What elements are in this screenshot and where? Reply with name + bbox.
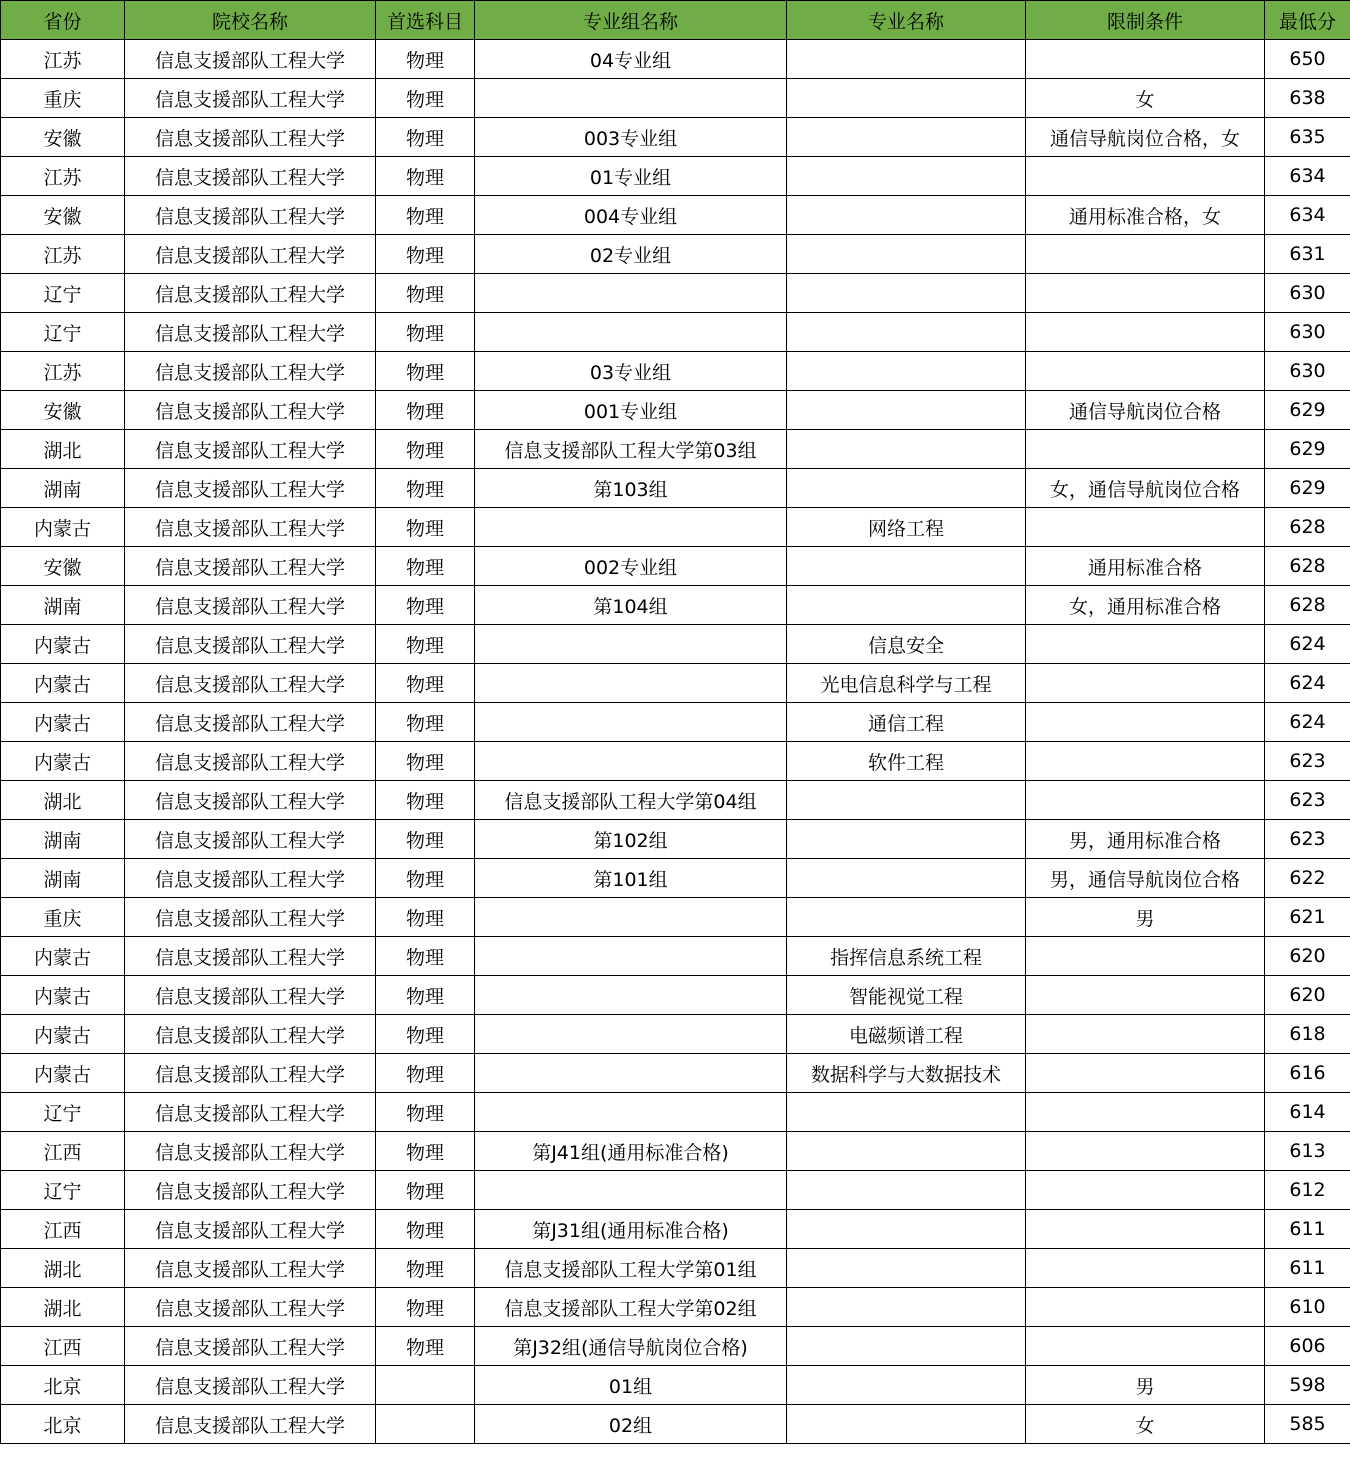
table-row: [1, 1093, 1350, 1132]
restriction-cell: [1026, 313, 1265, 352]
min-score-cell: 618: [1265, 1015, 1350, 1054]
province-cell: 辽宁: [1, 1171, 125, 1210]
group-cell: [475, 742, 787, 781]
major-cell: [787, 1288, 1026, 1327]
min-score-cell: 606: [1265, 1327, 1350, 1366]
header-row: [1, 1, 1350, 40]
group-cell: [475, 898, 787, 937]
group-cell: 第J31组(通用标准合格): [475, 1210, 787, 1249]
restriction-cell: [1026, 703, 1265, 742]
school-cell: 信息支援部队工程大学: [125, 976, 376, 1015]
school-cell: 信息支援部队工程大学: [125, 1015, 376, 1054]
major-cell: [787, 820, 1026, 859]
restriction-cell: 男，通用标准合格: [1026, 820, 1265, 859]
major-cell: [787, 196, 1026, 235]
restriction-cell: [1026, 40, 1265, 79]
min-score-cell: 634: [1265, 157, 1350, 196]
restriction-cell: [1026, 274, 1265, 313]
min-score-cell: 629: [1265, 430, 1350, 469]
group-cell: 第104组: [475, 586, 787, 625]
subject-cell: 物理: [376, 586, 475, 625]
major-cell: [787, 859, 1026, 898]
province-cell: 江苏: [1, 352, 125, 391]
subject-cell: 物理: [376, 1288, 475, 1327]
table-row: [1, 1366, 1350, 1405]
table-row: [1, 547, 1350, 586]
province-cell: 江苏: [1, 157, 125, 196]
min-score-cell: 611: [1265, 1249, 1350, 1288]
province-cell: 内蒙古: [1, 976, 125, 1015]
major-cell: 信息安全: [787, 625, 1026, 664]
group-cell: 01专业组: [475, 157, 787, 196]
restriction-cell: [1026, 1210, 1265, 1249]
province-cell: 内蒙古: [1, 508, 125, 547]
group-cell: [475, 1015, 787, 1054]
group-cell: [475, 508, 787, 547]
subject-cell: 物理: [376, 820, 475, 859]
subject-cell: 物理: [376, 1327, 475, 1366]
subject-cell: 物理: [376, 274, 475, 313]
header-group: 专业组名称: [475, 1, 787, 40]
restriction-cell: [1026, 1249, 1265, 1288]
min-score-cell: 612: [1265, 1171, 1350, 1210]
restriction-cell: 通信导航岗位合格: [1026, 391, 1265, 430]
min-score-cell: 624: [1265, 703, 1350, 742]
group-cell: [475, 1054, 787, 1093]
restriction-cell: [1026, 157, 1265, 196]
table-row: [1, 1171, 1350, 1210]
school-cell: 信息支援部队工程大学: [125, 430, 376, 469]
table-row: [1, 1327, 1350, 1366]
school-cell: 信息支援部队工程大学: [125, 1249, 376, 1288]
restriction-cell: [1026, 430, 1265, 469]
school-cell: 信息支援部队工程大学: [125, 1327, 376, 1366]
header-province: 省份: [1, 1, 125, 40]
school-cell: 信息支援部队工程大学: [125, 1171, 376, 1210]
min-score-cell: 634: [1265, 196, 1350, 235]
school-cell: 信息支援部队工程大学: [125, 937, 376, 976]
restriction-cell: 通用标准合格，女: [1026, 196, 1265, 235]
min-score-cell: 624: [1265, 664, 1350, 703]
subject-cell: 物理: [376, 1093, 475, 1132]
table-row: [1, 742, 1350, 781]
major-cell: 网络工程: [787, 508, 1026, 547]
min-score-cell: 614: [1265, 1093, 1350, 1132]
table-body: [1, 40, 1350, 1444]
table-row: [1, 1288, 1350, 1327]
major-cell: [787, 430, 1026, 469]
table-row: [1, 118, 1350, 157]
group-cell: [475, 79, 787, 118]
group-cell: 信息支援部队工程大学第02组: [475, 1288, 787, 1327]
group-cell: [475, 664, 787, 703]
school-cell: 信息支援部队工程大学: [125, 274, 376, 313]
province-cell: 湖南: [1, 820, 125, 859]
group-cell: 02组: [475, 1405, 787, 1444]
subject-cell: 物理: [376, 430, 475, 469]
header-min-score: 最低分: [1265, 1, 1350, 40]
restriction-cell: [1026, 781, 1265, 820]
province-cell: 重庆: [1, 79, 125, 118]
group-cell: [475, 703, 787, 742]
table-row: [1, 1015, 1350, 1054]
subject-cell: 物理: [376, 859, 475, 898]
min-score-cell: 631: [1265, 235, 1350, 274]
major-cell: 光电信息科学与工程: [787, 664, 1026, 703]
min-score-cell: 630: [1265, 274, 1350, 313]
restriction-cell: [1026, 1132, 1265, 1171]
restriction-cell: 男: [1026, 1366, 1265, 1405]
major-cell: 软件工程: [787, 742, 1026, 781]
min-score-cell: 611: [1265, 1210, 1350, 1249]
province-cell: 安徽: [1, 118, 125, 157]
subject-cell: 物理: [376, 1249, 475, 1288]
table-row: [1, 1132, 1350, 1171]
major-cell: 电磁频谱工程: [787, 1015, 1026, 1054]
school-cell: 信息支援部队工程大学: [125, 1288, 376, 1327]
province-cell: 内蒙古: [1, 937, 125, 976]
province-cell: 江苏: [1, 40, 125, 79]
major-cell: [787, 313, 1026, 352]
school-cell: 信息支援部队工程大学: [125, 40, 376, 79]
group-cell: [475, 1093, 787, 1132]
major-cell: 数据科学与大数据技术: [787, 1054, 1026, 1093]
table-row: [1, 976, 1350, 1015]
province-cell: 湖南: [1, 469, 125, 508]
school-cell: 信息支援部队工程大学: [125, 1093, 376, 1132]
group-cell: [475, 976, 787, 1015]
table-row: [1, 1405, 1350, 1444]
province-cell: 安徽: [1, 391, 125, 430]
province-cell: 重庆: [1, 898, 125, 937]
province-cell: 辽宁: [1, 1093, 125, 1132]
group-cell: [475, 1171, 787, 1210]
subject-cell: 物理: [376, 1132, 475, 1171]
group-cell: 第101组: [475, 859, 787, 898]
subject-cell: 物理: [376, 313, 475, 352]
province-cell: 湖南: [1, 586, 125, 625]
restriction-cell: 男: [1026, 898, 1265, 937]
table-row: [1, 196, 1350, 235]
major-cell: [787, 1093, 1026, 1132]
min-score-cell: 638: [1265, 79, 1350, 118]
province-cell: 内蒙古: [1, 703, 125, 742]
group-cell: 第103组: [475, 469, 787, 508]
group-cell: 03专业组: [475, 352, 787, 391]
min-score-cell: 585: [1265, 1405, 1350, 1444]
major-cell: [787, 235, 1026, 274]
table-row: [1, 79, 1350, 118]
major-cell: [787, 1210, 1026, 1249]
restriction-cell: [1026, 508, 1265, 547]
school-cell: 信息支援部队工程大学: [125, 196, 376, 235]
table-row: [1, 235, 1350, 274]
table-row: [1, 40, 1350, 79]
subject-cell: 物理: [376, 40, 475, 79]
major-cell: 通信工程: [787, 703, 1026, 742]
major-cell: [787, 1405, 1026, 1444]
major-cell: [787, 40, 1026, 79]
province-cell: 辽宁: [1, 274, 125, 313]
province-cell: 北京: [1, 1405, 125, 1444]
school-cell: 信息支援部队工程大学: [125, 820, 376, 859]
min-score-cell: 628: [1265, 547, 1350, 586]
major-cell: [787, 547, 1026, 586]
restriction-cell: [1026, 664, 1265, 703]
school-cell: 信息支援部队工程大学: [125, 508, 376, 547]
restriction-cell: [1026, 625, 1265, 664]
group-cell: [475, 313, 787, 352]
restriction-cell: [1026, 937, 1265, 976]
group-cell: 第J32组(通信导航岗位合格): [475, 1327, 787, 1366]
school-cell: 信息支援部队工程大学: [125, 1405, 376, 1444]
subject-cell: 物理: [376, 157, 475, 196]
subject-cell: 物理: [376, 508, 475, 547]
min-score-cell: 629: [1265, 391, 1350, 430]
province-cell: 湖北: [1, 1288, 125, 1327]
school-cell: 信息支援部队工程大学: [125, 352, 376, 391]
province-cell: 北京: [1, 1366, 125, 1405]
header-subject: 首选科目: [376, 1, 475, 40]
table-row: [1, 781, 1350, 820]
school-cell: 信息支援部队工程大学: [125, 703, 376, 742]
subject-cell: 物理: [376, 898, 475, 937]
table-row: [1, 664, 1350, 703]
subject-cell: 物理: [376, 781, 475, 820]
major-cell: 指挥信息系统工程: [787, 937, 1026, 976]
subject-cell: 物理: [376, 196, 475, 235]
major-cell: [787, 898, 1026, 937]
major-cell: [787, 118, 1026, 157]
table-row: [1, 937, 1350, 976]
major-cell: [787, 469, 1026, 508]
school-cell: 信息支援部队工程大学: [125, 1210, 376, 1249]
restriction-cell: [1026, 352, 1265, 391]
min-score-cell: 624: [1265, 625, 1350, 664]
min-score-cell: 598: [1265, 1366, 1350, 1405]
group-cell: 002专业组: [475, 547, 787, 586]
subject-cell: 物理: [376, 547, 475, 586]
min-score-cell: 628: [1265, 508, 1350, 547]
group-cell: 信息支援部队工程大学第04组: [475, 781, 787, 820]
major-cell: [787, 1366, 1026, 1405]
restriction-cell: 女，通信导航岗位合格: [1026, 469, 1265, 508]
min-score-cell: 630: [1265, 313, 1350, 352]
group-cell: 001专业组: [475, 391, 787, 430]
province-cell: 内蒙古: [1, 1054, 125, 1093]
min-score-cell: 623: [1265, 781, 1350, 820]
major-cell: [787, 1327, 1026, 1366]
group-cell: 第J41组(通用标准合格): [475, 1132, 787, 1171]
school-cell: 信息支援部队工程大学: [125, 742, 376, 781]
min-score-cell: 616: [1265, 1054, 1350, 1093]
subject-cell: 物理: [376, 664, 475, 703]
province-cell: 湖北: [1, 781, 125, 820]
table-row: [1, 313, 1350, 352]
min-score-cell: 629: [1265, 469, 1350, 508]
table-row: [1, 820, 1350, 859]
major-cell: [787, 781, 1026, 820]
restriction-cell: [1026, 235, 1265, 274]
subject-cell: 物理: [376, 1171, 475, 1210]
subject-cell: [376, 1405, 475, 1444]
header-restriction: 限制条件: [1026, 1, 1265, 40]
school-cell: 信息支援部队工程大学: [125, 235, 376, 274]
header-major: 专业名称: [787, 1, 1026, 40]
province-cell: 安徽: [1, 196, 125, 235]
group-cell: 004专业组: [475, 196, 787, 235]
table-row: [1, 469, 1350, 508]
subject-cell: 物理: [376, 118, 475, 157]
min-score-cell: 635: [1265, 118, 1350, 157]
group-cell: 003专业组: [475, 118, 787, 157]
school-cell: 信息支援部队工程大学: [125, 547, 376, 586]
restriction-cell: [1026, 742, 1265, 781]
restriction-cell: [1026, 976, 1265, 1015]
table-row: [1, 1054, 1350, 1093]
table-row: [1, 274, 1350, 313]
min-score-cell: 650: [1265, 40, 1350, 79]
table-row: [1, 508, 1350, 547]
major-cell: [787, 157, 1026, 196]
table-row: [1, 430, 1350, 469]
min-score-cell: 613: [1265, 1132, 1350, 1171]
province-cell: 江苏: [1, 235, 125, 274]
school-cell: 信息支援部队工程大学: [125, 79, 376, 118]
table-row: [1, 391, 1350, 430]
school-cell: 信息支援部队工程大学: [125, 625, 376, 664]
min-score-cell: 622: [1265, 859, 1350, 898]
province-cell: 内蒙古: [1, 742, 125, 781]
major-cell: [787, 586, 1026, 625]
major-cell: [787, 79, 1026, 118]
major-cell: [787, 352, 1026, 391]
province-cell: 江西: [1, 1132, 125, 1171]
min-score-cell: 620: [1265, 976, 1350, 1015]
min-score-cell: 628: [1265, 586, 1350, 625]
school-cell: 信息支援部队工程大学: [125, 781, 376, 820]
province-cell: 湖北: [1, 430, 125, 469]
major-cell: [787, 1132, 1026, 1171]
province-cell: 江西: [1, 1327, 125, 1366]
school-cell: 信息支援部队工程大学: [125, 391, 376, 430]
restriction-cell: 男，通信导航岗位合格: [1026, 859, 1265, 898]
province-cell: 安徽: [1, 547, 125, 586]
table-row: [1, 157, 1350, 196]
major-cell: [787, 1249, 1026, 1288]
table-row: [1, 898, 1350, 937]
table-row: [1, 859, 1350, 898]
table-row: [1, 352, 1350, 391]
school-cell: 信息支援部队工程大学: [125, 118, 376, 157]
group-cell: [475, 937, 787, 976]
min-score-cell: 623: [1265, 742, 1350, 781]
restriction-cell: [1026, 1171, 1265, 1210]
province-cell: 内蒙古: [1, 1015, 125, 1054]
subject-cell: 物理: [376, 937, 475, 976]
min-score-cell: 610: [1265, 1288, 1350, 1327]
group-cell: 02专业组: [475, 235, 787, 274]
group-cell: 01组: [475, 1366, 787, 1405]
group-cell: [475, 625, 787, 664]
restriction-cell: 通信导航岗位合格，女: [1026, 118, 1265, 157]
restriction-cell: [1026, 1288, 1265, 1327]
province-cell: 内蒙古: [1, 625, 125, 664]
subject-cell: 物理: [376, 1210, 475, 1249]
province-cell: 江西: [1, 1210, 125, 1249]
school-cell: 信息支援部队工程大学: [125, 313, 376, 352]
group-cell: [475, 274, 787, 313]
subject-cell: 物理: [376, 703, 475, 742]
restriction-cell: [1026, 1327, 1265, 1366]
restriction-cell: 女: [1026, 79, 1265, 118]
school-cell: 信息支援部队工程大学: [125, 664, 376, 703]
subject-cell: 物理: [376, 1054, 475, 1093]
min-score-cell: 630: [1265, 352, 1350, 391]
major-cell: [787, 391, 1026, 430]
province-cell: 内蒙古: [1, 664, 125, 703]
group-cell: 信息支援部队工程大学第01组: [475, 1249, 787, 1288]
province-cell: 湖北: [1, 1249, 125, 1288]
min-score-cell: 620: [1265, 937, 1350, 976]
restriction-cell: 女: [1026, 1405, 1265, 1444]
subject-cell: 物理: [376, 352, 475, 391]
school-cell: 信息支援部队工程大学: [125, 157, 376, 196]
group-cell: 04专业组: [475, 40, 787, 79]
subject-cell: 物理: [376, 1015, 475, 1054]
school-cell: 信息支援部队工程大学: [125, 1132, 376, 1171]
subject-cell: 物理: [376, 235, 475, 274]
major-cell: 智能视觉工程: [787, 976, 1026, 1015]
table-row: [1, 1210, 1350, 1249]
school-cell: 信息支援部队工程大学: [125, 586, 376, 625]
major-cell: [787, 1171, 1026, 1210]
school-cell: 信息支援部队工程大学: [125, 859, 376, 898]
subject-cell: 物理: [376, 625, 475, 664]
province-cell: 辽宁: [1, 313, 125, 352]
group-cell: 第102组: [475, 820, 787, 859]
group-cell: 信息支援部队工程大学第03组: [475, 430, 787, 469]
table-row: [1, 1249, 1350, 1288]
table-row: [1, 625, 1350, 664]
subject-cell: 物理: [376, 976, 475, 1015]
restriction-cell: 通用标准合格: [1026, 547, 1265, 586]
school-cell: 信息支援部队工程大学: [125, 1366, 376, 1405]
table-row: [1, 586, 1350, 625]
restriction-cell: [1026, 1093, 1265, 1132]
restriction-cell: [1026, 1015, 1265, 1054]
subject-cell: 物理: [376, 79, 475, 118]
subject-cell: [376, 1366, 475, 1405]
subject-cell: 物理: [376, 469, 475, 508]
restriction-cell: 女，通用标准合格: [1026, 586, 1265, 625]
subject-cell: 物理: [376, 742, 475, 781]
major-cell: [787, 274, 1026, 313]
header-school: 院校名称: [125, 1, 376, 40]
min-score-cell: 623: [1265, 820, 1350, 859]
subject-cell: 物理: [376, 391, 475, 430]
min-score-cell: 621: [1265, 898, 1350, 937]
province-cell: 湖南: [1, 859, 125, 898]
school-cell: 信息支援部队工程大学: [125, 1054, 376, 1093]
school-cell: 信息支援部队工程大学: [125, 898, 376, 937]
table-row: [1, 703, 1350, 742]
restriction-cell: [1026, 1054, 1265, 1093]
school-cell: 信息支援部队工程大学: [125, 469, 376, 508]
